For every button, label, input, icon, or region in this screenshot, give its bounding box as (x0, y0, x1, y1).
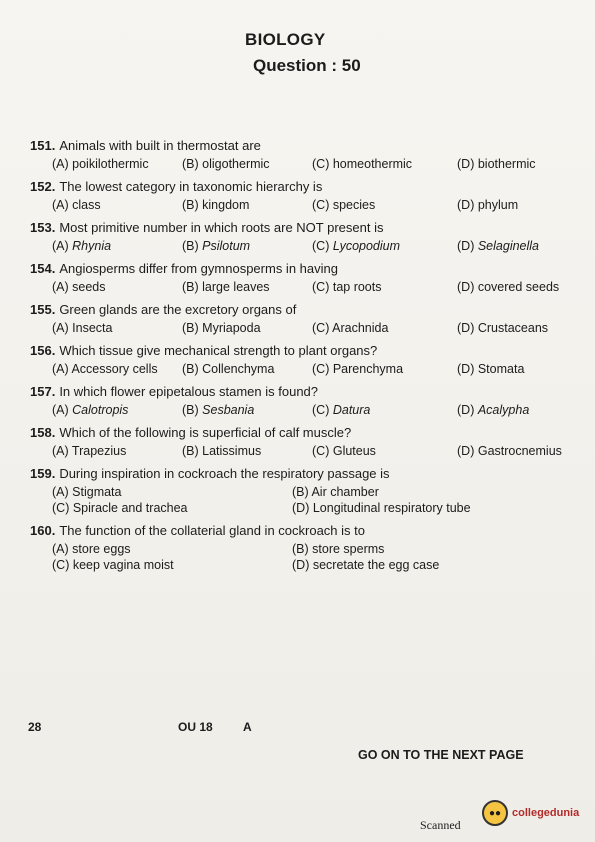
question-stem (30, 138, 575, 154)
option-label: (C) (52, 501, 70, 515)
question-item (30, 138, 575, 172)
answer-option (457, 197, 595, 213)
question-stem (30, 384, 575, 400)
option-text: Latissimus (202, 444, 262, 458)
answer-option (182, 361, 312, 377)
answer-option (182, 197, 312, 213)
question-list (30, 138, 575, 580)
option-text: class (72, 198, 101, 212)
option-text: Stigmata (72, 485, 122, 499)
question-number: 159. (30, 466, 56, 481)
option-label: (D) (292, 501, 310, 515)
question-item (30, 220, 575, 254)
answer-option (292, 484, 592, 500)
answer-option (312, 197, 457, 213)
option-label: (C) (312, 198, 330, 212)
option-text: Arachnida (332, 321, 389, 335)
option-label: (C) (312, 321, 330, 335)
page-subtitle: Question : 50 (253, 56, 361, 75)
option-label: (A) (52, 485, 69, 499)
option-label: (A) (52, 403, 69, 417)
answer-option (52, 500, 292, 516)
question-number: 153. (30, 220, 56, 235)
question-item (30, 302, 575, 336)
paper-series: A (243, 720, 252, 734)
answer-option (312, 238, 457, 254)
question-item (30, 384, 575, 418)
answer-option (312, 156, 457, 172)
question-number: 158. (30, 425, 56, 440)
question-text: The function of the collaterial gland in cockroach is to (59, 523, 365, 538)
answer-option (292, 500, 592, 516)
answer-option (457, 443, 595, 459)
option-text: covered seeds (477, 280, 560, 294)
answer-option (457, 402, 595, 418)
option-text: Gluteus (332, 444, 376, 458)
question-text: Angiosperms differ from gymnosperms in having (59, 261, 338, 276)
question-item (30, 179, 575, 213)
option-label: (D) (457, 198, 475, 212)
option-text: Calotropis (72, 403, 129, 417)
option-text: Datura (332, 403, 371, 417)
answer-option (52, 541, 292, 557)
option-text: Selaginella (477, 239, 540, 253)
option-label: (C) (312, 157, 330, 171)
owl-logo-icon: ●● (482, 800, 508, 826)
option-group (30, 279, 575, 295)
option-text: Myriapoda (202, 321, 261, 335)
option-text: Longitudinal respiratory tube (312, 501, 471, 515)
answer-option (312, 402, 457, 418)
option-group (30, 197, 575, 213)
option-group (30, 238, 575, 254)
question-stem (30, 302, 575, 318)
option-text: homeothermic (332, 157, 413, 171)
question-item (30, 425, 575, 459)
option-label: (C) (312, 280, 330, 294)
option-text: Psilotum (202, 239, 251, 253)
option-label: (B) (292, 485, 309, 499)
option-text: oligothermic (202, 157, 270, 171)
question-number: 160. (30, 523, 56, 538)
answer-option (182, 402, 312, 418)
option-text: Sesbania (202, 403, 255, 417)
option-text: tap roots (332, 280, 382, 294)
answer-option (457, 238, 595, 254)
answer-option (312, 279, 457, 295)
option-text: Parenchyma (332, 362, 404, 376)
answer-option (182, 443, 312, 459)
option-text: Spiracle and trachea (72, 501, 188, 515)
question-text: Which tissue give mechanical strength to plant organs? (59, 343, 378, 358)
header (245, 30, 395, 76)
option-text: keep vagina moist (72, 558, 174, 572)
question-stem (30, 220, 575, 236)
answer-option (52, 484, 292, 500)
option-text: Rhynia (72, 239, 112, 253)
answer-option (457, 361, 595, 377)
option-text: Gastrocnemius (477, 444, 562, 458)
answer-option (52, 279, 182, 295)
option-label: (B) (182, 198, 199, 212)
option-label: (A) (52, 280, 69, 294)
question-stem (30, 261, 575, 277)
option-text: species (332, 198, 376, 212)
option-text: Crustaceans (477, 321, 549, 335)
option-label: (C) (312, 239, 330, 253)
option-label: (A) (52, 362, 69, 376)
option-text: kingdom (202, 198, 250, 212)
answer-option (52, 238, 182, 254)
option-label: (D) (457, 157, 475, 171)
option-text: Insecta (72, 321, 113, 335)
option-label: (D) (457, 321, 475, 335)
paper-code: OU 18 (178, 720, 213, 734)
option-label: (D) (457, 239, 475, 253)
answer-option (182, 320, 312, 336)
answer-option (292, 541, 592, 557)
option-label: (D) (457, 280, 475, 294)
option-group (30, 156, 575, 172)
option-label: (A) (52, 542, 69, 556)
question-item (30, 261, 575, 295)
question-text: The lowest category in taxonomic hierarchy is (59, 179, 323, 194)
option-label: (D) (292, 558, 310, 572)
option-label: (C) (312, 444, 330, 458)
option-text: secretate the egg case (312, 558, 440, 572)
question-stem (30, 466, 575, 482)
option-label: (D) (457, 362, 475, 376)
option-group (30, 402, 575, 418)
page-title: BIOLOGY (245, 30, 326, 49)
brand-name: collegedunia (512, 807, 580, 819)
option-text: Accessory cells (71, 362, 158, 376)
option-group (30, 443, 575, 459)
option-text: large leaves (202, 280, 270, 294)
option-label: (B) (182, 280, 199, 294)
option-text: biothermic (477, 157, 536, 171)
question-number: 157. (30, 384, 56, 399)
question-stem (30, 179, 575, 195)
question-text: Animals with built in thermostat are (59, 138, 261, 153)
question-text: Green glands are the excretory organs of (59, 302, 297, 317)
question-number: 151. (30, 138, 56, 153)
option-text: Lycopodium (332, 239, 401, 253)
scanned-label: Scanned (420, 818, 461, 832)
option-label: (D) (457, 403, 475, 417)
option-label: (B) (182, 362, 199, 376)
answer-option (52, 156, 182, 172)
question-number: 155. (30, 302, 56, 317)
question-text: Most primitive number in which roots are NOT present is (59, 220, 384, 235)
answer-option (182, 279, 312, 295)
question-stem (30, 343, 575, 359)
answer-option (457, 156, 595, 172)
option-label: (A) (52, 321, 69, 335)
answer-option (312, 320, 457, 336)
option-label: (B) (182, 321, 199, 335)
answer-option (457, 320, 595, 336)
option-text: store sperms (312, 542, 385, 556)
option-label: (C) (312, 362, 330, 376)
option-group (30, 541, 575, 573)
question-stem (30, 425, 575, 441)
option-text: Trapezius (71, 444, 127, 458)
option-text: seeds (72, 280, 106, 294)
option-text: store eggs (72, 542, 131, 556)
answer-option (312, 443, 457, 459)
option-label: (B) (182, 444, 199, 458)
question-number: 152. (30, 179, 56, 194)
option-text: Air chamber (311, 485, 379, 499)
option-text: Acalypha (477, 403, 530, 417)
option-group (30, 320, 575, 336)
question-text: Which of the following is superficial of calf muscle? (59, 425, 352, 440)
option-label: (A) (52, 198, 69, 212)
option-label: (B) (182, 239, 199, 253)
option-label: (D) (457, 444, 475, 458)
question-text: During inspiration in cockroach the respiratory passage is (59, 466, 390, 481)
option-text: poikilothermic (72, 157, 149, 171)
option-label: (C) (52, 558, 70, 572)
option-label: (B) (182, 403, 199, 417)
option-label: (A) (52, 157, 69, 171)
question-item (30, 466, 575, 516)
question-text: In which flower epipetalous stamen is found? (59, 384, 319, 399)
answer-option (52, 443, 182, 459)
option-text: phylum (477, 198, 519, 212)
question-item (30, 343, 575, 377)
question-number: 156. (30, 343, 56, 358)
option-text: Stomata (477, 362, 525, 376)
answer-option (457, 279, 595, 295)
answer-option (312, 361, 457, 377)
answer-option (52, 361, 182, 377)
option-label: (B) (292, 542, 309, 556)
option-label: (B) (182, 157, 199, 171)
question-number: 154. (30, 261, 56, 276)
question-stem (30, 523, 575, 539)
option-text: Collenchyma (202, 362, 275, 376)
answer-option (182, 238, 312, 254)
answer-option (292, 557, 592, 573)
watermark-badge (482, 800, 579, 826)
question-item (30, 523, 575, 573)
option-group (30, 484, 575, 516)
option-label: (A) (52, 239, 69, 253)
answer-option (52, 557, 292, 573)
next-page-note: GO ON TO THE NEXT PAGE (358, 748, 524, 762)
option-label: (A) (52, 444, 69, 458)
page-number: 28 (28, 720, 42, 734)
answer-option (52, 197, 182, 213)
answer-option (182, 156, 312, 172)
answer-option (52, 320, 182, 336)
answer-option (52, 402, 182, 418)
option-group (30, 361, 575, 377)
option-label: (C) (312, 403, 330, 417)
